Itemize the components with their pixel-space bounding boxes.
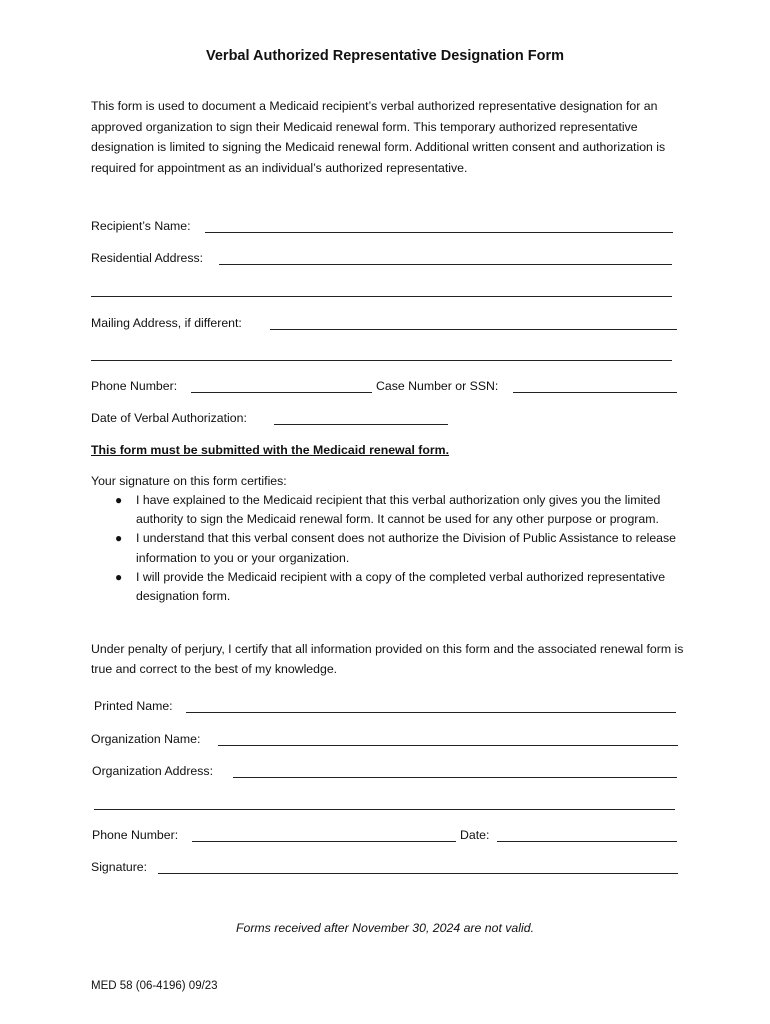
certification-item <box>91 529 691 567</box>
mailing-address-field-line2[interactable] <box>91 360 672 361</box>
recipient-name-field[interactable] <box>205 232 673 233</box>
submission-notice: This form must be submitted with the Medicaid renewal form. <box>91 443 450 457</box>
certification-text: I have explained to the Medicaid recipient that this verbal authorization only gives you the limited authority to sign the Medicaid renewal form. It cannot be used for any other purpose or program. <box>136 493 661 527</box>
certification-item <box>91 491 691 529</box>
mailing-address-field[interactable] <box>270 329 677 330</box>
form-title: Verbal Authorized Representative Designation Form <box>205 48 564 64</box>
perjury-statement: Under penalty of perjury, I certify that all information provided on this form and the associated renewal form is true and correct to the best of my knowledge. <box>91 642 684 676</box>
recipient-name-label: Recipient’s Name: <box>91 219 191 233</box>
intro-paragraph: This form is used to document a Medicaid recipient’s verbal authorized representative designation for an approved organization to sign their Medicaid renewal form. This temporary authorized representative designation is limited to signing the Medicaid renewal form. Additional written consent and authorization is required for appointment as an individual’s authorized representative. <box>91 99 666 175</box>
form-code: MED 58 (06-4196) 09/23 <box>91 980 218 992</box>
organization-address-label: Organization Address: <box>92 764 213 778</box>
case-number-field[interactable] <box>513 392 677 393</box>
certification-item <box>91 568 691 606</box>
mailing-address-label: Mailing Address, if different: <box>91 316 242 330</box>
organization-phone-field[interactable] <box>192 841 456 842</box>
residential-address-field[interactable] <box>219 264 672 265</box>
bullet-icon: ● <box>115 493 123 507</box>
organization-name-field[interactable] <box>218 745 678 746</box>
bullet-icon: ● <box>115 531 123 546</box>
organization-address-field[interactable] <box>233 777 677 778</box>
certify-intro: Your signature on this form certifies: <box>91 474 287 488</box>
printed-name-field[interactable] <box>186 712 676 713</box>
deadline-note: Forms received after November 30, 2024 are not valid. <box>235 921 534 935</box>
printed-name-label: Printed Name: <box>94 699 173 713</box>
certification-text: I understand that this verbal consent does not authorize the Division of Public Assistance to release information to you or your organization. <box>136 531 677 565</box>
organization-name-label: Organization Name: <box>91 732 201 746</box>
verbal-auth-date-field[interactable] <box>274 424 448 425</box>
verbal-auth-date-label: Date of Verbal Authorization: <box>91 411 247 425</box>
signature-field[interactable] <box>158 873 678 874</box>
date-label: Date: <box>460 828 490 842</box>
recipient-phone-label: Phone Number: <box>91 379 178 393</box>
certification-text: I will provide the Medicaid recipient with a copy of the completed verbal authorized representative designation form. <box>136 569 666 604</box>
signature-label: Signature: <box>91 860 148 874</box>
recipient-phone-field[interactable] <box>191 392 372 393</box>
organization-address-field-line2[interactable] <box>94 809 675 810</box>
organization-phone-label: Phone Number: <box>92 828 179 842</box>
residential-address-label: Residential Address: <box>91 251 204 265</box>
certification-list <box>91 491 691 606</box>
case-number-label: Case Number or SSN: <box>376 379 499 393</box>
residential-address-field-line2[interactable] <box>91 296 672 297</box>
bullet-icon: ● <box>115 569 123 584</box>
date-field[interactable] <box>497 841 677 842</box>
